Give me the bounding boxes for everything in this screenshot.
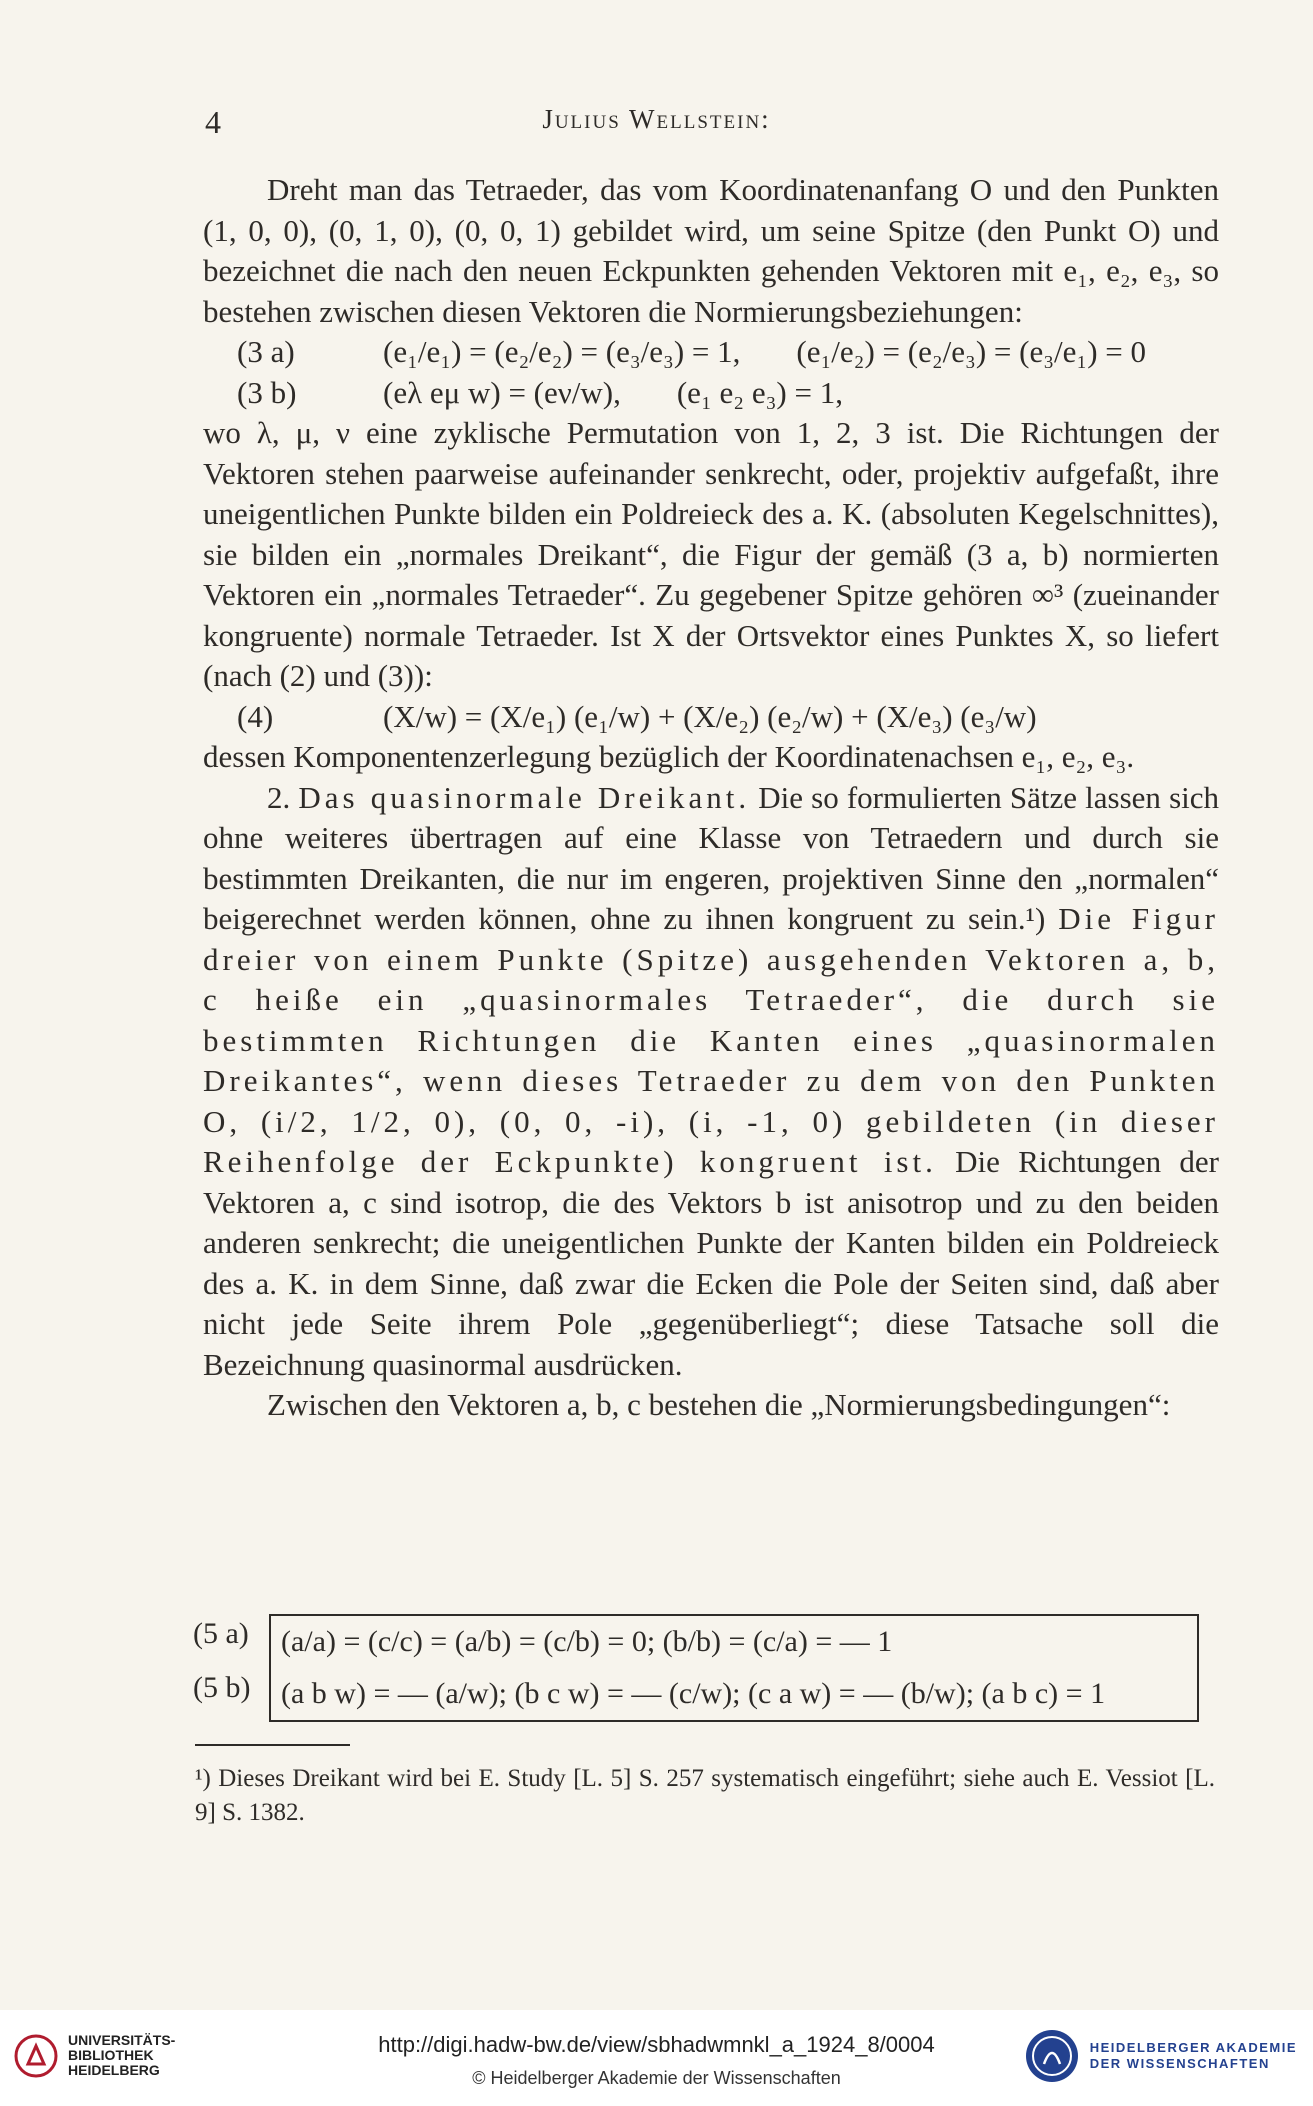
paragraph-2: wo λ, μ, ν eine zyklische Permutation von 1, 2, 3 ist. Die Richtungen der Vektoren stehen paarweise aufeinander senkrecht, oder, projektiv aufgefaßt, ihre uneigentlichen Punkte bilden ein Poldreieck des a. K. (absoluten Kegelschnittes), sie bilden ein „normales Dreikant“, die Figur der gemäß (3 a, b) normierten Vektoren ein „normales Tetraeder“. Zu gegebener Spitze gehören ∞³ (zueinander kongruente) normale Tetraeder. Ist X der Ortsvektor eines Punktes X, so liefert (nach (2) und (3)):	[203, 415, 1219, 693]
paragraph-4-definition: Die Figur dreier von einem Punkte (Spitze) ausgehenden Vektoren a, b, c heiße ein „quasinormales Tetraeder“, die durch sie bestimmten Richtungen die Kanten eines „quasinormalen Dreikantes“, wenn dieses Tetraeder zu dem von den Punkten O, (i/2, 1/2, 0), (0, 0, -i), (i, -1, 0) gebildeten (in dieser Reihenfolge der Eckpunkte) kongruent ist.	[203, 901, 1220, 1179]
footnote: ¹) Dieses Dreikant wird bei E. Study [L. 5] S. 257 systematisch eingeführt; siehe auch E. Vessiot [L. 9] S. 1382.	[195, 1765, 1215, 1826]
equation-3a	[203, 332, 1219, 373]
running-head: Julius Wellstein:	[542, 104, 771, 134]
equation-part: (e₁/e₂) = (e₂/e₃) = (e₃/e₁) = 0	[796, 334, 1147, 369]
equation-label: (3 b)	[237, 374, 297, 410]
viewer-footer	[0, 2010, 1313, 2106]
equation-3b	[203, 373, 1219, 414]
paragraph-5: Zwischen den Vektoren a, b, c bestehen die „Normierungsbedingungen“:	[267, 1387, 1171, 1422]
academy-name: HEIDELBERGER AKADEMIE DER WISSENSCHAFTEN	[1089, 2040, 1297, 2071]
equation-label: (4)	[237, 698, 274, 734]
copyright-text: © Heidelberger Akademie der Wissenschaften	[472, 2068, 841, 2088]
paragraph-3: dessen Komponentenzerlegung bezüglich der Koordinatenachsen e₁, e₂, e₃.	[203, 739, 1135, 774]
paragraph-4-rest: Die Richtungen der Vektoren a, c sind isotrop, die des Vektors b ist anisotrop und zu den beiden anderen senkrecht; die uneigentlichen Punkte der Kanten bilden ein Poldreieck des a. K. in dem Sinne, daß zwar die Ecken die Pole der Seiten sind, daß aber nicht jede Seite ihrem Pole „gegenüberliegt“; diese Tatsache soll die Bezeichnung quasinormal ausdrücken.	[203, 1144, 1220, 1382]
boxed-equations	[193, 1614, 1199, 1722]
equation-part: (a/a) = (c/c) = (a/b) = (c/b) = 0; (b/b) = (c/a) = — 1	[269, 1614, 1199, 1668]
equation-5a	[193, 1614, 1199, 1668]
page-number: 4	[205, 104, 221, 140]
academy-logo[interactable]	[1024, 2028, 1297, 2084]
equation-part: (e₁/e₁) = (e₂/e₂) = (e₃/e₃) = 1,	[383, 334, 741, 369]
equation-part: (a b w) = — (a/w); (b c w) = — (c/w); (c a w) = — (b/w); (a b c) = 1	[269, 1668, 1199, 1722]
section-number: 2.	[267, 779, 291, 815]
section-2	[203, 778, 1219, 1386]
page-body	[203, 170, 1219, 1426]
section-title: Das quasinormale Dreikant.	[298, 779, 751, 815]
paragraph-1: Dreht man das Tetraeder, das vom Koordinatenanfang O und den Punkten (1, 0, 0), (0, 1, 0), (0, 0, 1) gebildet wird, um seine Spitze (den Punkt O) und bezeichnet die nach den neuen Eckpunkten gehenden Vektoren mit e₁, e₂, e₃, so bestehen zwischen diesen Vektoren die Normierungsbeziehungen:	[203, 172, 1219, 329]
equation-label: (3 a)	[237, 334, 295, 369]
equation-label: (5 b)	[193, 1671, 251, 1704]
academy-seal-icon	[1024, 2028, 1080, 2084]
source-url-link[interactable]: http://digi.hadw-bw.de/view/sbhadwmnkl_a_1924_8/0004	[378, 2032, 935, 2057]
library-name: UNIVERSITÄTS- BIBLIOTHEK HEIDELBERG	[68, 2032, 176, 2078]
footnote-rule	[195, 1744, 350, 1746]
equation-part: (e₁ e₂ e₃) = 1,	[676, 374, 843, 410]
equation-label: (5 a)	[193, 1617, 249, 1650]
equation-part: (eλ eμ w) = (eν/w),	[383, 374, 621, 410]
equation-part: (X/w) = (X/e₁) (e₁/w) + (X/e₂) (e₂/w) + (X/e₃) (e₃/w)	[383, 698, 1037, 734]
equation-4	[203, 697, 1219, 738]
paragraph-4: Die so formulierten Sätze lassen sich ohne weiteres übertragen auf eine Klasse von Tetraedern und durch sie bestimmten Dreikanten, die nur im engeren, projektiven Sinne den „normalen“ beigerechnet werden können, ohne zu ihnen kongruent zu sein.¹)	[203, 779, 1220, 936]
equation-5b	[193, 1668, 1199, 1722]
